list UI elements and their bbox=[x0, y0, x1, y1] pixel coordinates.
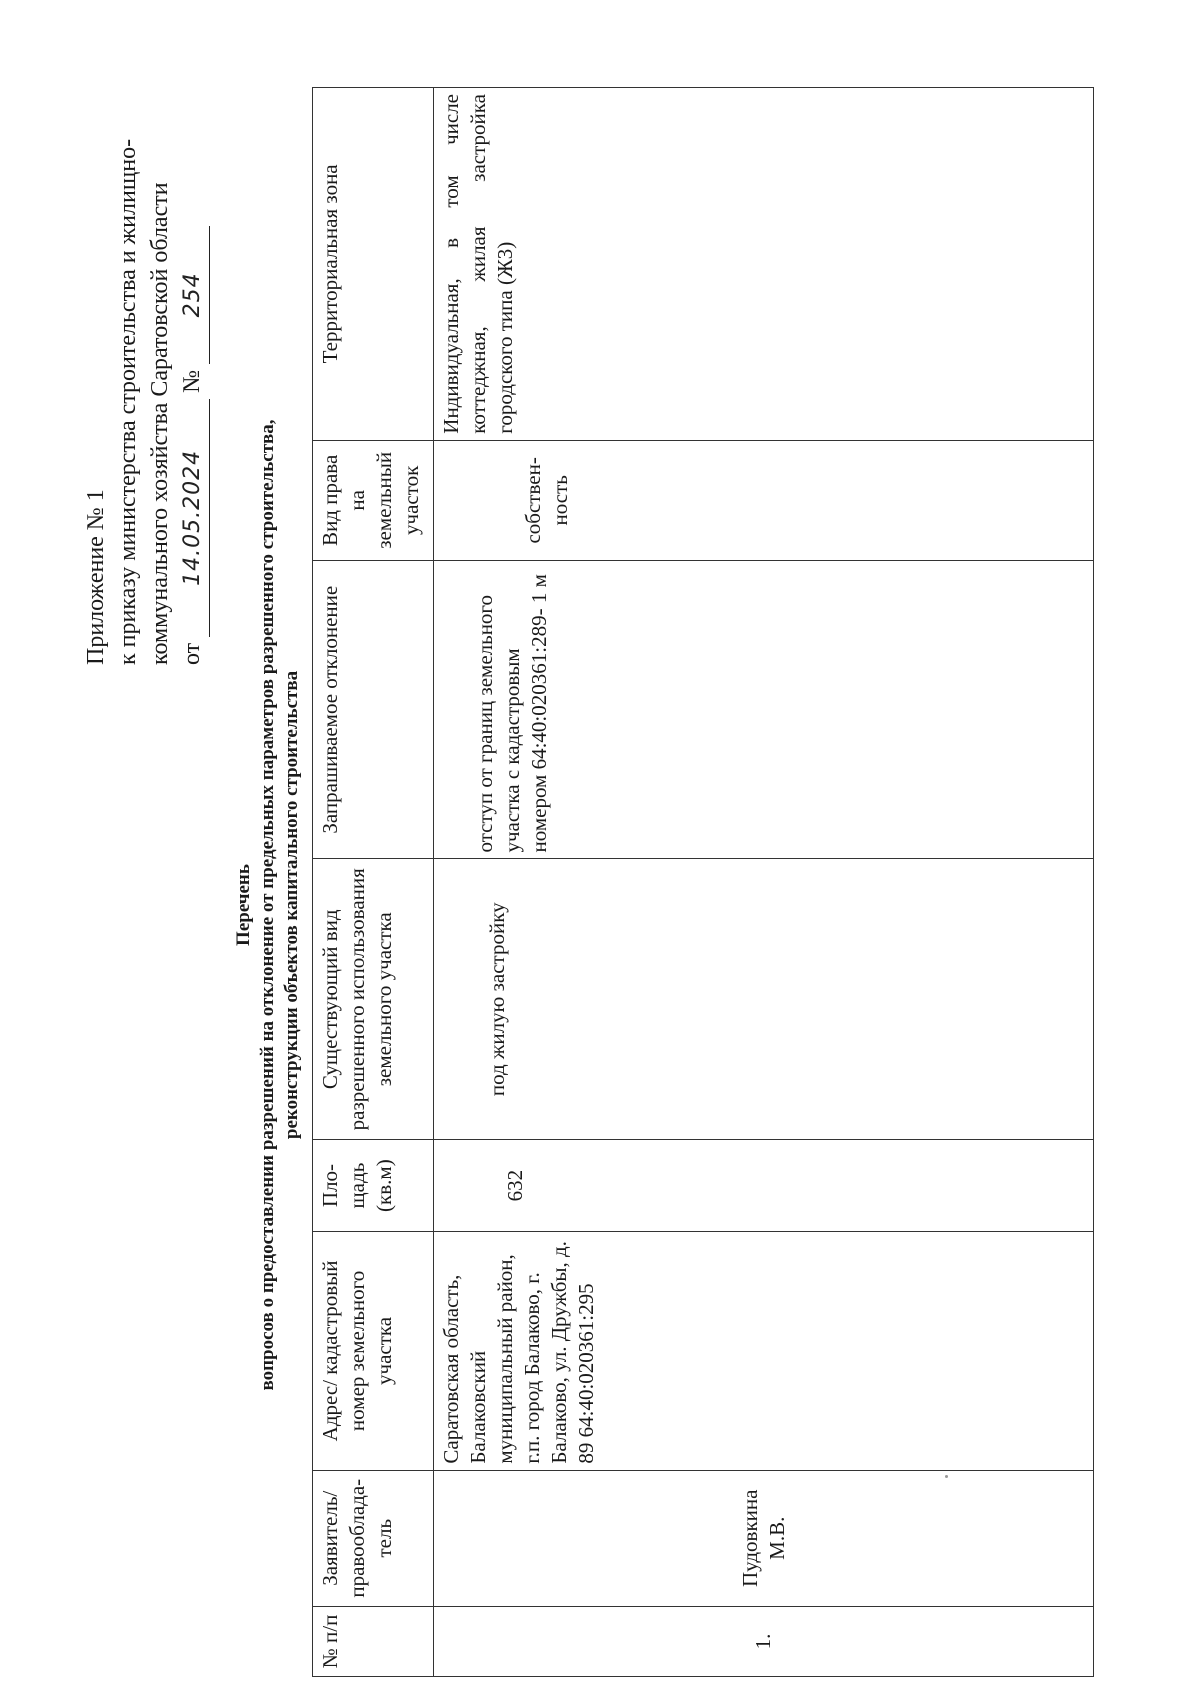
list-title bbox=[232, 125, 304, 1685]
appendix-title: Приложение № 1 bbox=[83, 489, 109, 665]
header-number: № п/п bbox=[313, 1606, 434, 1676]
table-header-row bbox=[313, 88, 434, 1677]
order-line-2: коммунального хозяйства Саратовской области bbox=[147, 182, 173, 665]
header-territorial-zone: Территориальная зона bbox=[313, 88, 434, 441]
cell-applicant: Пудовкина М.В. bbox=[434, 1470, 1094, 1606]
order-date-line bbox=[176, 5, 210, 665]
cell-address: Саратовская область, Балаковский муниципальный район, г.п. город Балаково, г. Балаково, ул. Дружбы, д. 89 64:40:020361:295 bbox=[434, 1232, 1094, 1470]
order-line-1: к приказу министерства строительства и жилищно- bbox=[115, 138, 141, 665]
cell-area: 632 bbox=[434, 1140, 1094, 1232]
header-address: Адрес/ кадастровый номер земельного участка bbox=[313, 1232, 434, 1470]
header-right-type: Вид права на земельный участок bbox=[313, 440, 434, 560]
cell-permitted-use: под жилую застройку bbox=[434, 859, 1094, 1140]
header-applicant: Заявитель/ правооблада-тель bbox=[313, 1470, 434, 1606]
header-requested-deviation: Запрашиваемое отклонение bbox=[313, 560, 434, 859]
cell-requested-deviation: отступ от границ земельного участка с кадастровым номером 64:40:020361:289- 1 м bbox=[434, 560, 1094, 859]
handwritten-number: 254 bbox=[177, 226, 210, 364]
header-area: Пло-щадь (кв.м) bbox=[313, 1140, 434, 1232]
list-title-line-2: вопросов о предоставлении разрешений на отклонение от предельных параметров разрешенного строительства, bbox=[257, 419, 278, 1391]
cell-number: 1. bbox=[434, 1606, 1094, 1676]
appendix-header bbox=[80, 5, 210, 665]
list-title-line-1: Перечень bbox=[233, 864, 254, 946]
cell-territorial-zone: Индивидуальная, в том числе коттеджная, жилая застройка городского типа (Ж3) bbox=[434, 88, 1094, 441]
handwritten-date: 14.05.2024 bbox=[177, 399, 210, 637]
list-title-line-3: реконструкции объектов капитального строительства bbox=[281, 670, 302, 1140]
table-row bbox=[434, 88, 1094, 1677]
cell-right-type: собствен-ность bbox=[434, 440, 1094, 560]
from-label: от bbox=[179, 642, 205, 665]
scan-speck bbox=[945, 1475, 948, 1478]
header-permitted-use: Существующий вид разрешенного использования земельного участка bbox=[313, 859, 434, 1140]
number-label: № bbox=[179, 369, 205, 393]
requests-table bbox=[312, 87, 1094, 1677]
